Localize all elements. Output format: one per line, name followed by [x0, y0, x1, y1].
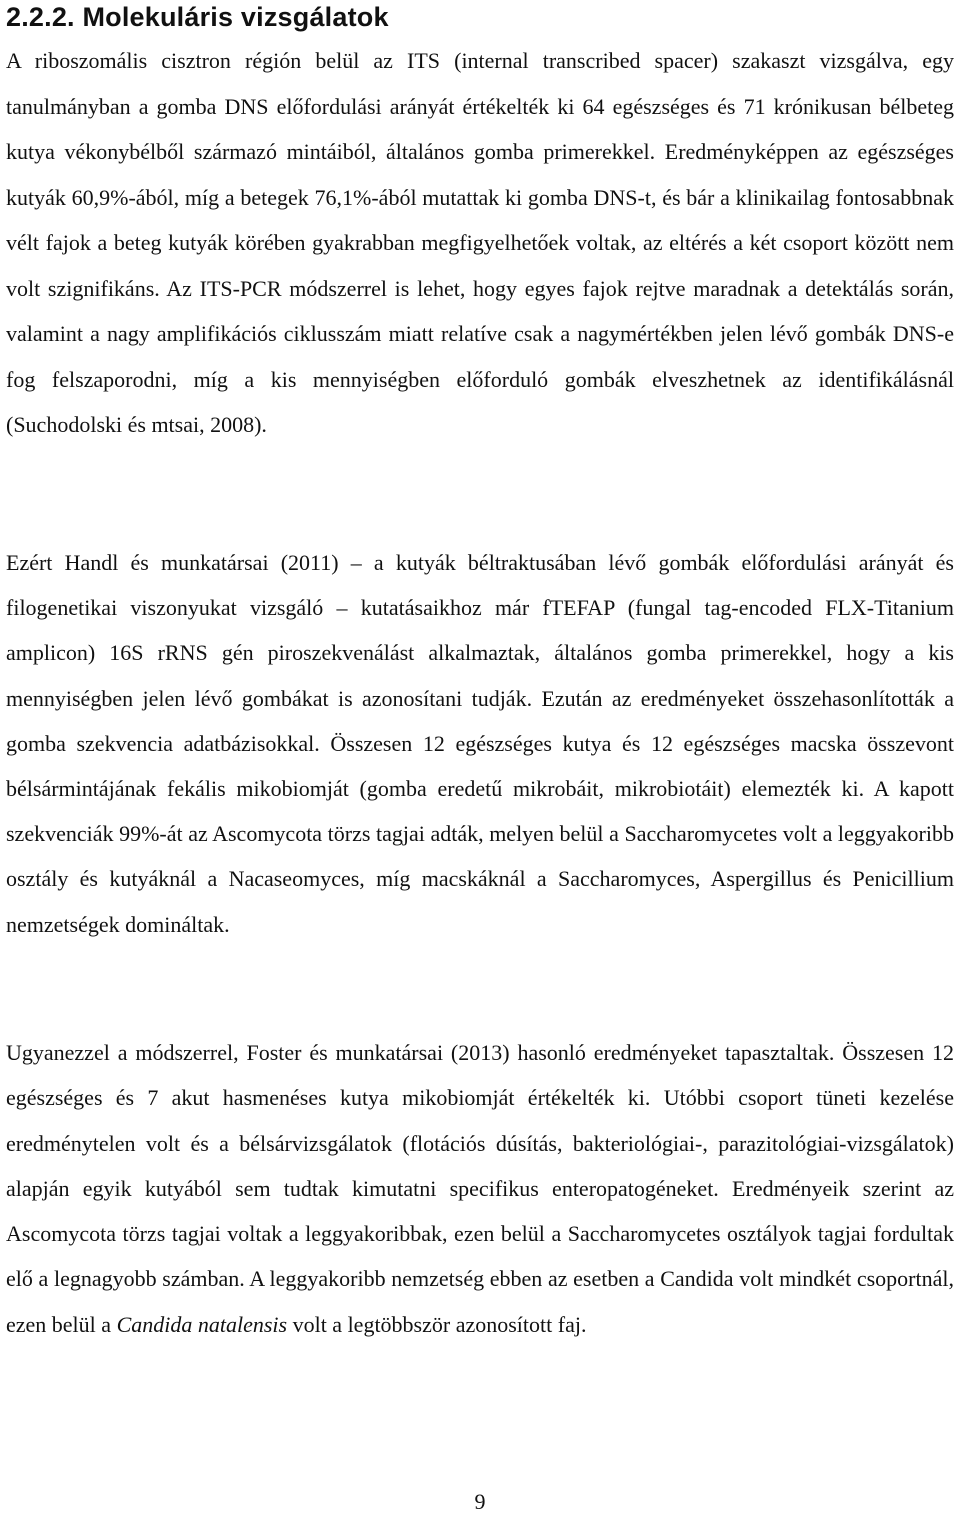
section-number: 2.2.2.: [6, 2, 75, 32]
paragraph-foster-text-end: volt a legtöbbször azonosított faj.: [287, 1311, 587, 1337]
section-heading: [6, 0, 954, 34]
paragraph-its-studies: A riboszomális cisztron régión belül az ITS (internal transcribed spacer) szakaszt vizsgálva, egy tanulmányban a gomba DNS előfordulási arányát értékelték ki 64 egészséges és 71 krónikusan bélbeteg kutya vékonybélből származó mintáiból, általános gomba primerekkel. Eredményképpen az egészséges kutyák 60,9%-ából, míg a betegek 76,1%-ából mutattak ki gomba DNS-t, és bár a klinikailag fontosabbnak vélt fajok a beteg kutyák körében gyakrabban megfigyelhetőek voltak, az eltérés a két csoport között nem volt szignifikáns. Az ITS-PCR módszerrel is lehet, hogy egyes fajok rejtve maradnak a detektálás során, valamint a nagy amplifikációs ciklusszám miatt relatíve csak a nagymértékben jelen lévő gombák DNS-e fog felszaporodni, míg a kis mennyiségben előforduló gombák elveszhetnek az identifikálásnál (Suchodolski és mtsai, 2008).: [6, 48, 954, 437]
page-number: 9: [474, 1489, 486, 1514]
paragraph-handl-study: Ezért Handl és munkatársai (2011) – a kutyák béltraktusában lévő gombák előfordulási arányát és filogenetikai viszonyukat vizsgáló – kutatásaikhoz már fTEFAP (fungal tag-encoded FLX-Titanium amplicon) 16S rRNS gén piroszekvenálást alkalmaztak, általános gomba primerekkel, hogy a kis mennyiségben jelen lévő gombákat is azonosítani tudják. Ezután az eredményeket összehasonlították a gomba szekvencia adatbázisokkal. Összesen 12 egészséges kutya és 12 egészséges macska összevont bélsármintájának fekális mikobiomját (gomba eredetű mikrobáit, mikrobiotáit) elemezték ki. A kapott szekvenciák 99%-át az Ascomycota törzs tagjai adták, melyen belül a Saccharomycetes volt a leggyakoribb osztály és kutyáknál a Nacaseomyces, míg macskáknál a Saccharomyces, Aspergillus és Penicillium nemzetségek domináltak.: [6, 550, 954, 937]
document-page: [6, 0, 954, 1337]
section-title: Molekuláris vizsgálatok: [82, 2, 389, 32]
paragraph-foster-study: [6, 1030, 954, 1347]
species-name-italic: Candida natalensis: [116, 1311, 288, 1337]
paragraph-foster-text: Ugyanezzel a módszerrel, Foster és munkatársai (2013) hasonló eredményeket tapasztaltak. Összesen 12 egészséges és 7 akut hasmenéses kutya mikobiomját értékelték ki. Utóbbi csoport tüneti kezelése eredménytelen volt és a bélsárvizsgálatok (flotációs dúsítás, bakteriológiai-, parazitológiai-vizsgálatok) alapján egyik kutyából sem tudtak kimutatni specifikus enteropatogéneket. Eredményeik szerint az Ascomycota törzs tagjai voltak a leggyakoribbak, ezen belül a Saccharomycetes osztályok tagjai fordultak elő a legnagyobb számban. A leggyakoribb nemzetség ebben az esetben a Candida volt mindkét csoportnál, ezen belül a: [6, 1040, 954, 1337]
